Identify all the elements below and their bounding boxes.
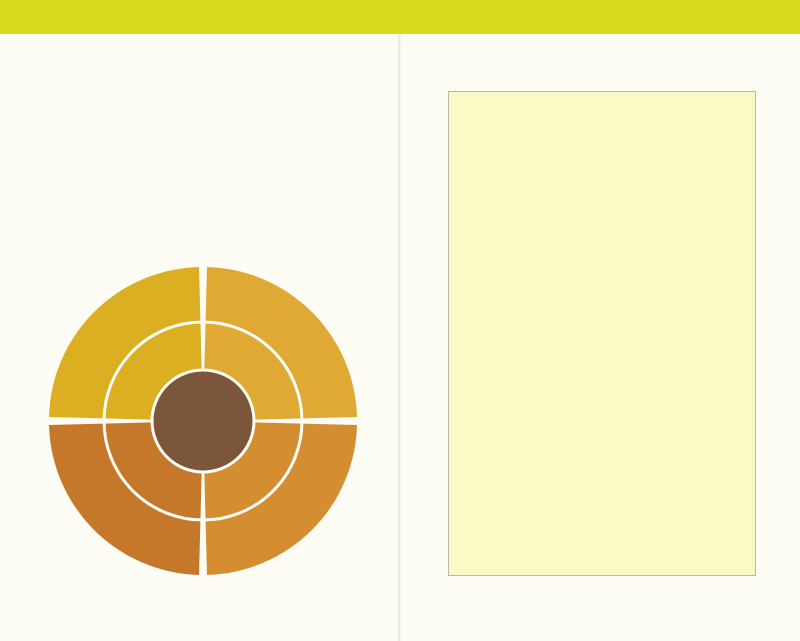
flavor-table <box>448 91 756 576</box>
wheel-center <box>152 370 254 472</box>
book-gutter <box>398 34 402 641</box>
flavor-wheel <box>48 266 358 576</box>
page-header-bar <box>0 0 800 34</box>
